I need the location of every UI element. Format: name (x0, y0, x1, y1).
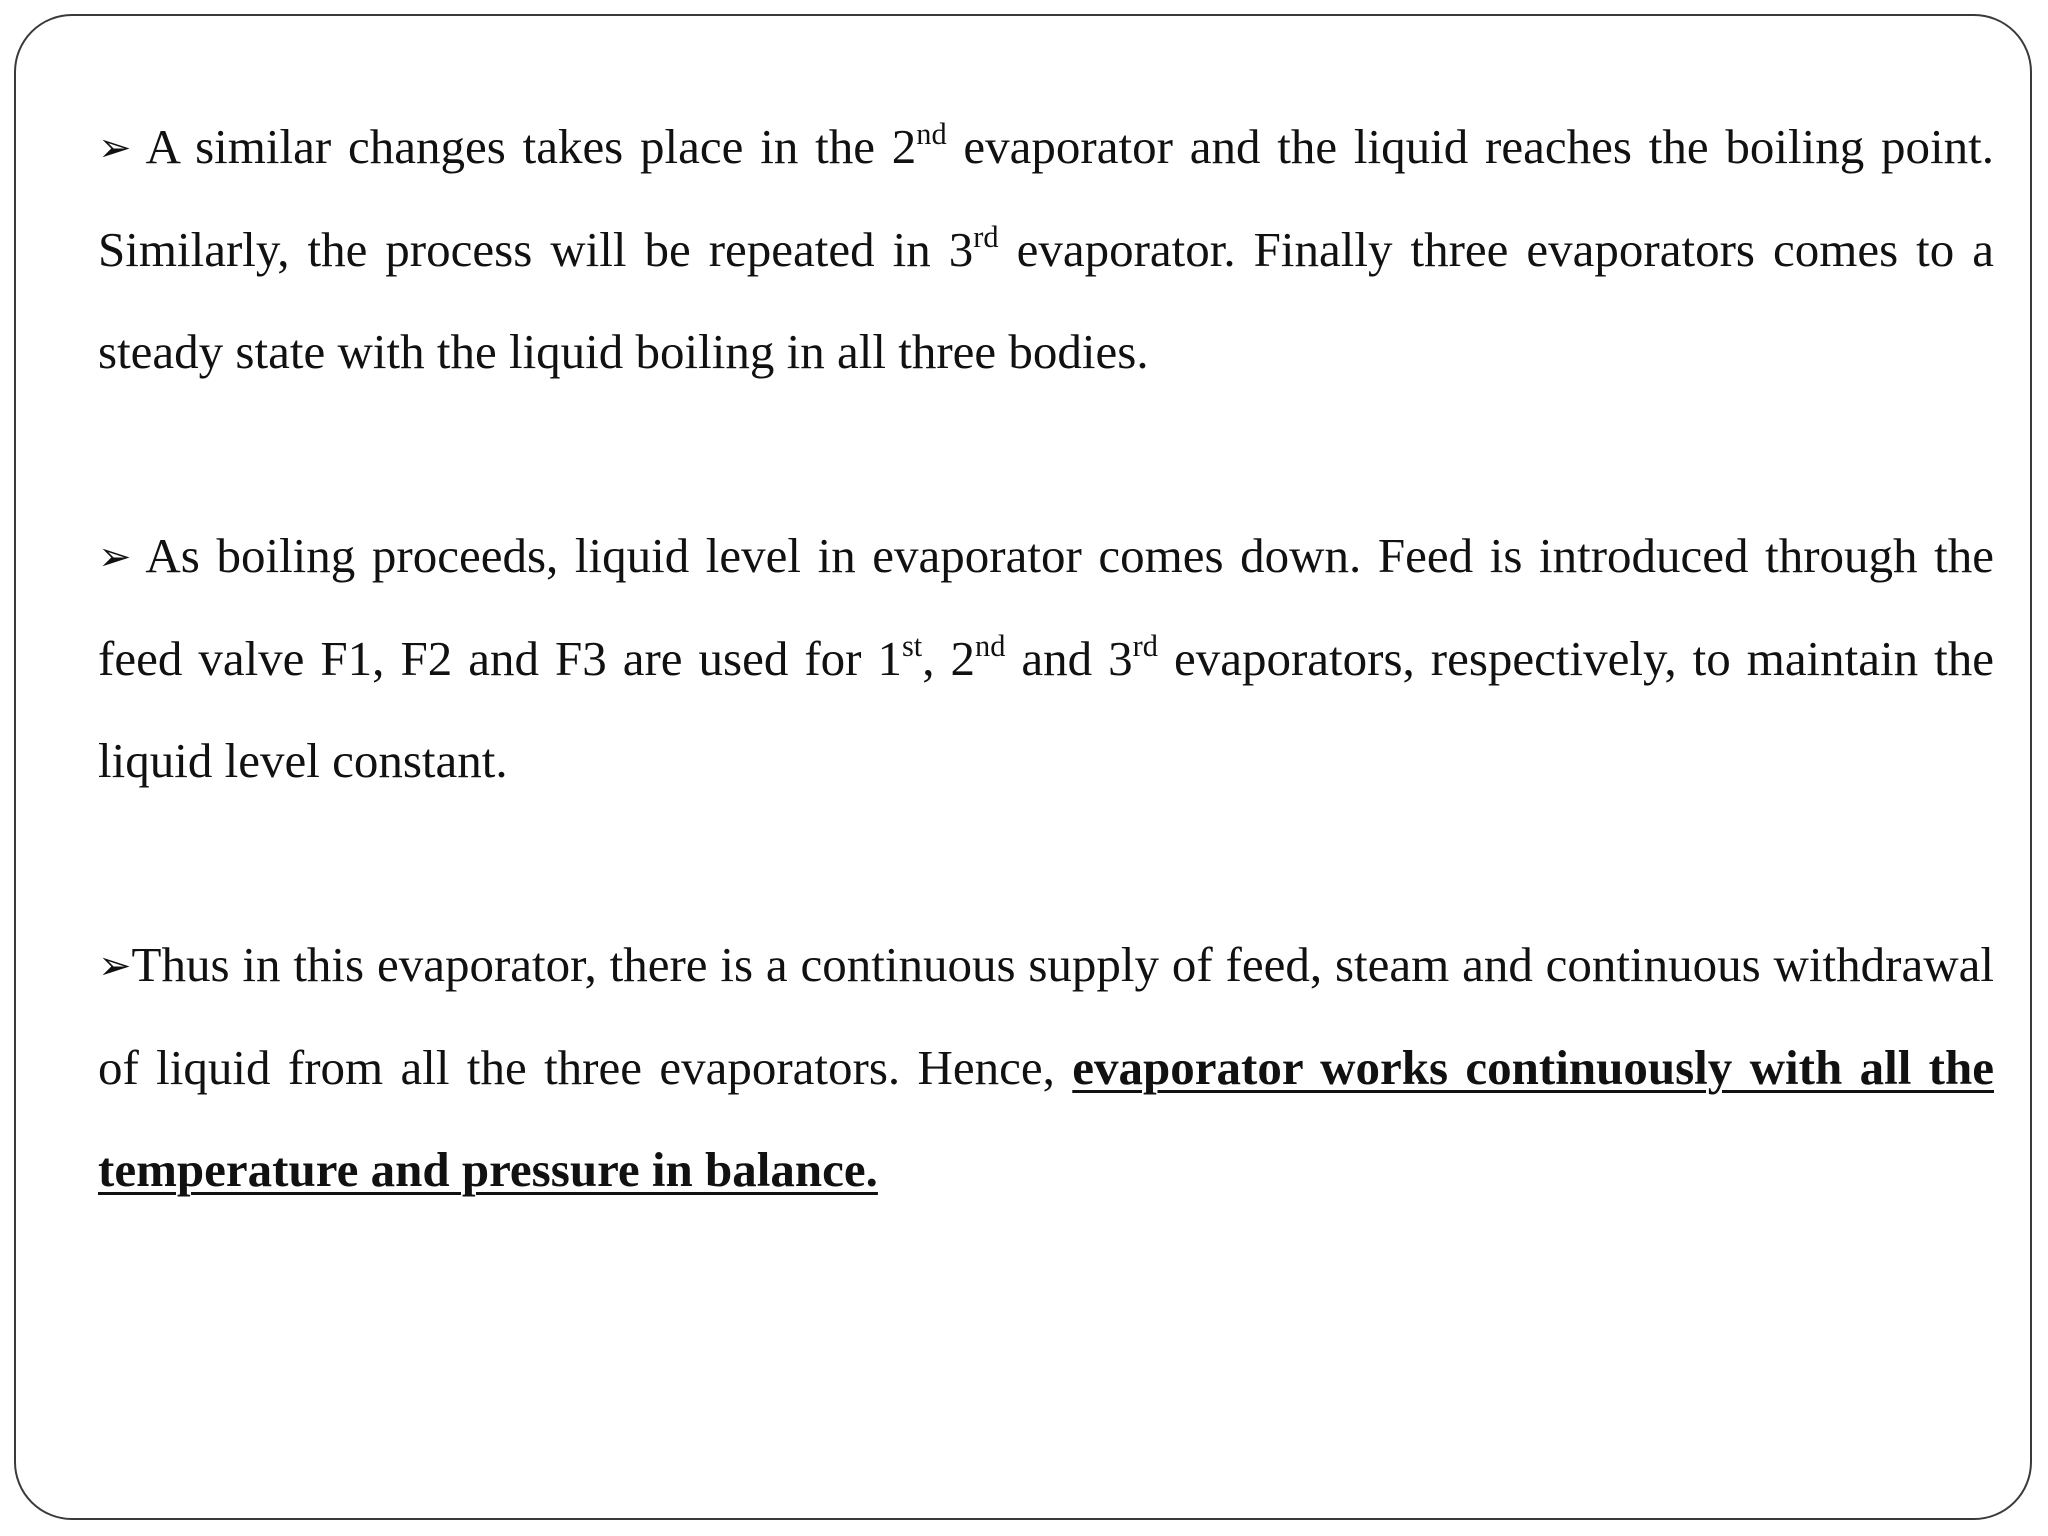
text-run: A similar changes takes place in the 2 (145, 119, 917, 174)
text-run: and 3 (1005, 631, 1133, 686)
slide-content (98, 96, 1994, 1221)
ordinal-suffix: nd (975, 629, 1006, 664)
text-run: evaporators, respectively, to maintain the liquid level constant. (98, 631, 1995, 788)
ordinal-suffix: rd (1132, 629, 1158, 664)
paragraph-continuous-operation (98, 914, 1994, 1221)
paragraph-second-evaporator (98, 96, 1994, 403)
paragraph-feed-valves (98, 505, 1994, 812)
arrow-bullet-icon: ➢ (98, 534, 132, 580)
arrow-bullet-icon: ➢ (98, 943, 132, 989)
text-run: As boiling proceeds, liquid level in evaporator comes down. Feed is introduced through the feed valve F1, F2 and F3 are used for 1 (98, 528, 1995, 686)
text-run: evaporator. Finally three evaporators comes to a steady state with the liquid boiling in all three bodies. (98, 222, 1994, 379)
emphasis-conclusion: evaporator works continuously with all the temperature and pressure in balance. (98, 1040, 1994, 1197)
ordinal-suffix: st (901, 629, 923, 664)
text-run: , 2 (922, 631, 976, 686)
text-run: evaporator and the liquid reaches the boiling point. Similarly, the process will be repeated in 3 (98, 119, 1994, 277)
slide-frame (14, 14, 2032, 1520)
text-run: Thus in this evaporator, there is a continuous supply of feed, steam and continuous withdrawal of liquid from all the three evaporators. Hence, (98, 937, 1994, 1095)
arrow-bullet-icon: ➢ (98, 125, 132, 171)
ordinal-suffix: rd (973, 220, 999, 255)
ordinal-suffix: nd (916, 117, 947, 152)
